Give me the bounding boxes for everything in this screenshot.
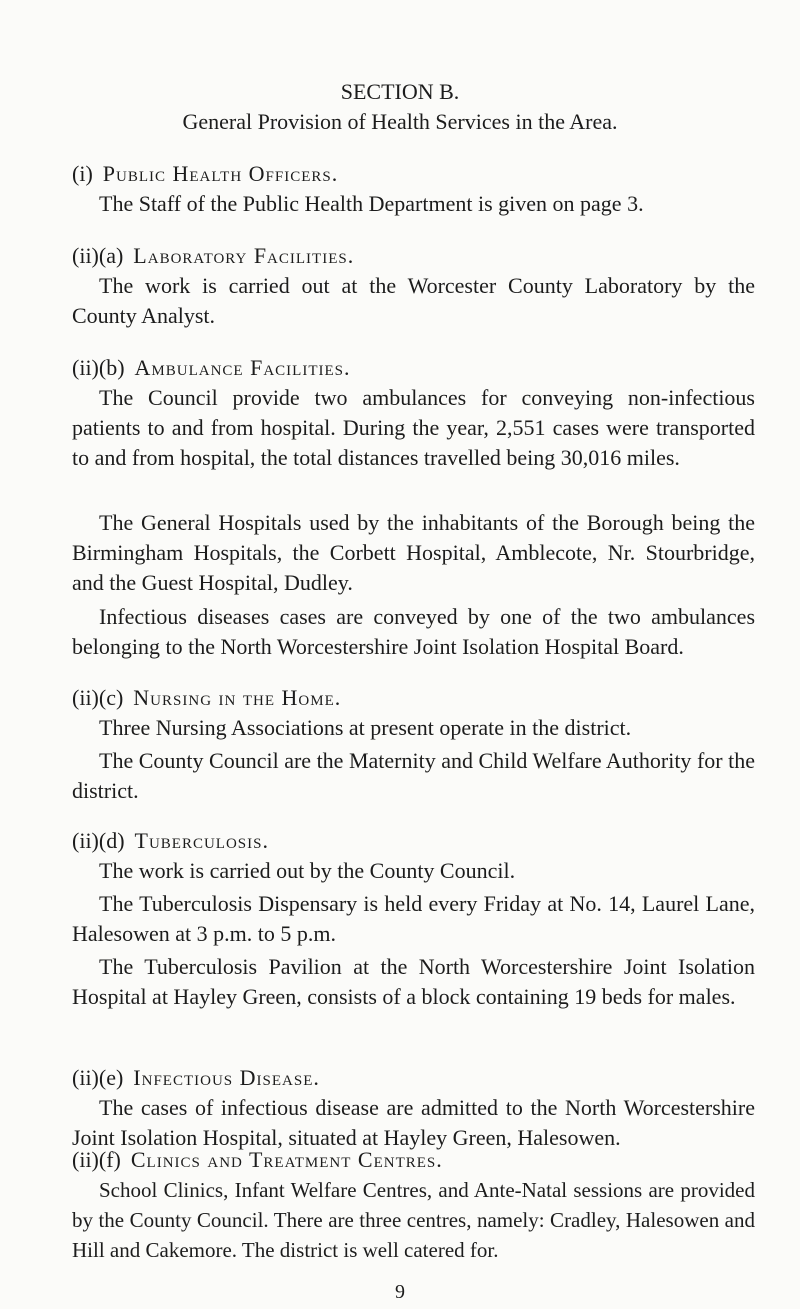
section-number: (ii)(f)	[72, 1147, 121, 1172]
paragraph: The work is carried out by the County Council.	[99, 858, 516, 883]
paragraph: Three Nursing Associations at present operate in the district.	[99, 715, 632, 740]
section-heading: Ambulance Facilities.	[134, 355, 351, 380]
paragraph: The General Hospitals used by the inhabitants of the Borough being the Birmingham Hospitals, the Corbett Hospital, Amblecote, Nr. Stourbridge, and the Guest Hospital, Dudley.	[72, 510, 755, 595]
heading-nursing-in-the-home	[72, 683, 728, 713]
paragraph: Infectious diseases cases are conveyed by one of the two ambulances belonging to the North Worcestershire Joint Isolation Hospital Board.	[72, 604, 755, 659]
section-heading: Clinics and Treatment Centres.	[130, 1147, 443, 1172]
section-number: (ii)(a)	[72, 243, 124, 268]
paragraph: School Clinics, Infant Welfare Centres, and Ante-Natal sessions are provided by the County Council. There are three centres, namely: Cradley, Halesowen and Hill and Cakemore. The district is well catered for.	[72, 1178, 755, 1262]
paragraph: The County Council are the Maternity and Child Welfare Authority for the district.	[72, 748, 755, 803]
paragraph: The Staff of the Public Health Department is given on page 3.	[99, 191, 644, 216]
section-heading: Laboratory Facilities.	[133, 243, 355, 268]
page-number: 9	[395, 1281, 405, 1303]
paragraph: The cases of infectious disease are admitted to the North Worcestershire Joint Isolation Hospital, situated at Hayley Green, Halesowen.	[72, 1095, 755, 1150]
section-heading: Infectious Disease.	[133, 1065, 320, 1090]
section-number: (i)	[72, 161, 93, 186]
section-number: (ii)(e)	[72, 1065, 124, 1090]
section-number: (ii)(b)	[72, 355, 125, 380]
section-heading: Public Health Officers.	[102, 161, 339, 186]
section-heading: Nursing in the Home.	[133, 685, 342, 710]
paragraph: The Council provide two ambulances for conveying non-infectious patients to and from hospital. During the year, 2,551 cases were transported to and from hospital, the total distances travelled being 30,016 miles.	[72, 385, 755, 470]
heading-tuberculosis	[72, 826, 728, 856]
paragraph: The work is carried out at the Worcester County Laboratory by the County Analyst.	[72, 273, 755, 328]
section-number: (ii)(c)	[72, 685, 124, 710]
heading-clinics-and-treatment-centres	[72, 1145, 728, 1175]
heading-infectious-disease	[72, 1063, 728, 1093]
paragraph: The Tuberculosis Pavilion at the North Worcestershire Joint Isolation Hospital at Hayley Green, consists of a block containing 19 beds for males.	[72, 954, 755, 1009]
heading-laboratory-facilities	[72, 241, 728, 271]
heading-ambulance-facilities	[72, 353, 728, 383]
section-number: (ii)(d)	[72, 828, 125, 853]
paragraph: The Tuberculosis Dispensary is held every Friday at No. 14, Laurel Lane, Halesowen at 3 p.m. to 5 p.m.	[72, 891, 755, 946]
section-subtitle: General Provision of Health Services in the Area.	[182, 109, 618, 134]
section-heading: Tuberculosis.	[134, 828, 269, 853]
heading-public-health-officers	[72, 159, 728, 189]
section-title: SECTION B.	[340, 79, 460, 104]
